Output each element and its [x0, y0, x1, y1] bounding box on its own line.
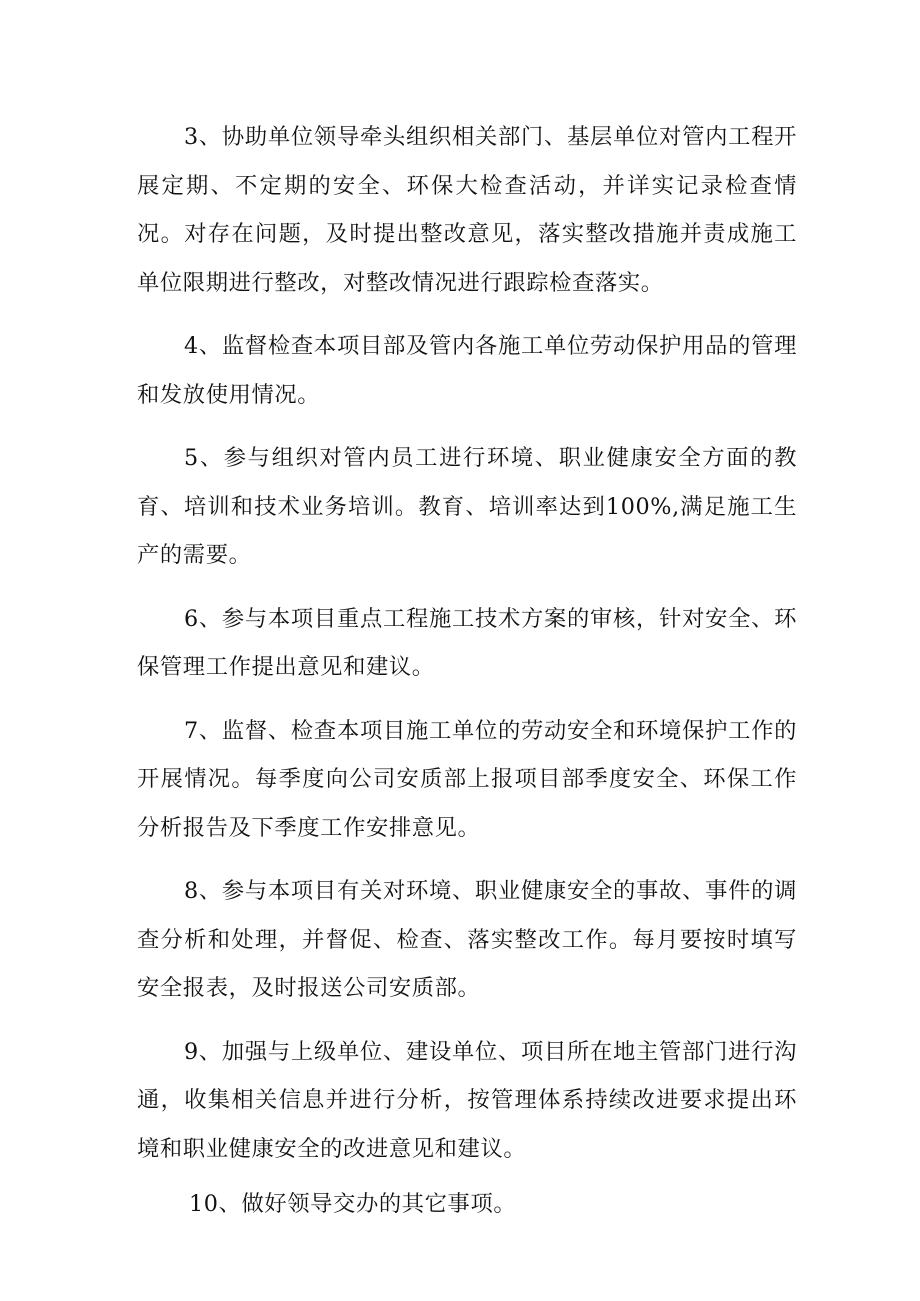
- paragraph-item-4: 4、监督检查本项目部及管内各施工单位劳动保护用品的管理和发放使用情况。: [137, 333, 797, 408]
- paragraph-item-9: 9、加强与上级单位、建设单位、项目所在地主管部门进行沟通，收集相关信息并进行分析，按管理体系持续改进要求提出环境和职业健康安全的改进意见和建议。: [137, 1038, 797, 1162]
- paragraph-item-8: 8、参与本项目有关对环境、职业健康安全的事故、事件的调查分析和处理，并督促、检查、落实整改工作。每月要按时填写安全报表，及时报送公司安质部。: [137, 878, 797, 1001]
- paragraph-item-3: 3、协助单位领导牵头组织相关部门、基层单位对管内工程开展定期、不定期的安全、环保大检查活动，并详实记录检查情况。对存在问题，及时提出整改意见，落实整改措施并责成施工单位限期进行整改，对整改情况进行跟踪检查落实。: [137, 124, 797, 296]
- paragraph-item-6: 6、参与本项目重点工程施工技术方案的审核，针对安全、环保管理工作提出意见和建议。: [137, 605, 797, 680]
- paragraph-item-5: 5、参与组织对管内员工进行环境、职业健康安全方面的教育、培训和技术业务培训。教育、培训率达到100%,满足施工生产的需要。: [137, 445, 797, 568]
- paragraph-item-7: 7、监督、检查本项目施工单位的劳动安全和环境保护工作的开展情况。每季度向公司安质部上报项目部季度安全、环保工作分析报告及下季度工作安排意见。: [137, 717, 797, 841]
- document-body: [137, 113, 797, 1244]
- paragraph-item-10: 10、做好领导交办的其它事项。: [189, 1191, 517, 1217]
